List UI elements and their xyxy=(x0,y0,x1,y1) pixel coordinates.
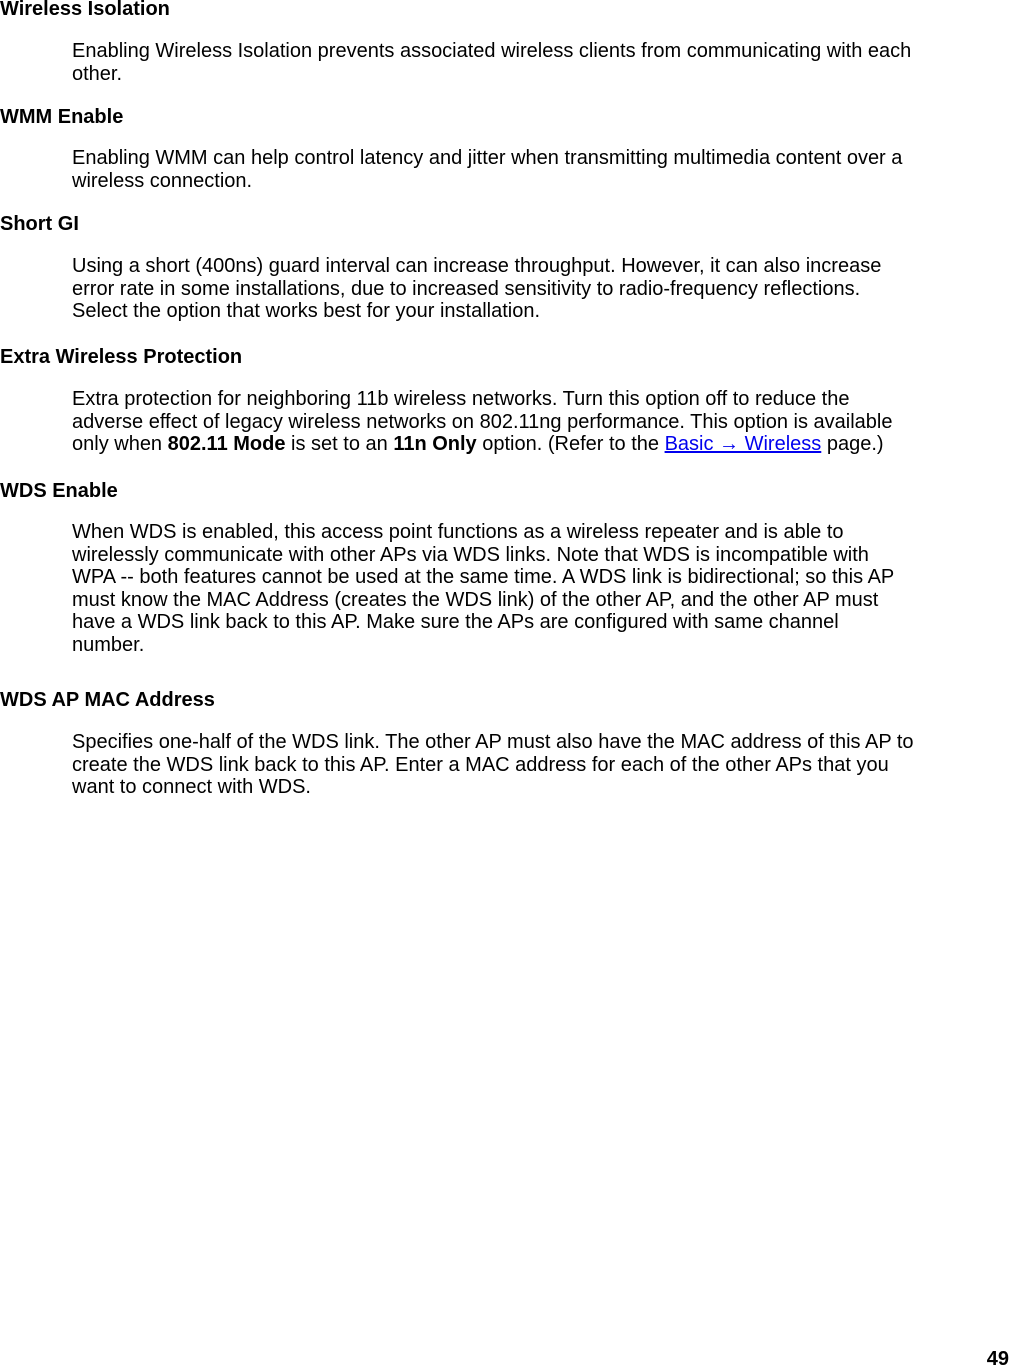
section-title: Extra Wireless Protection xyxy=(0,346,243,368)
description-line: Enabling Wireless Isolation prevents associated wireless clients from communicating with each xyxy=(72,40,912,62)
text-run: only when xyxy=(72,433,168,456)
description-line: other. xyxy=(72,62,123,85)
page-number: 49 xyxy=(986,1348,1009,1370)
basic-wireless-link[interactable]: Basic → Wireless xyxy=(664,433,822,456)
section-description xyxy=(72,388,1002,456)
description-line xyxy=(72,433,1002,456)
description-line: wirelessly communicate with other APs via WDS links. Note that WDS is incompatible with xyxy=(72,543,869,566)
description-line: must know the MAC Address (creates the WDS link) of the other AP, and the other AP must xyxy=(72,588,879,611)
section-description xyxy=(72,521,1002,657)
section-title: Short GI xyxy=(0,213,79,235)
description-line: Using a short (400ns) guard interval can increase throughput. However, it can also increase xyxy=(72,255,882,277)
section-title: WMM Enable xyxy=(0,106,124,128)
description-line: create the WDS link back to this AP. Enter a MAC address for each of the other APs that you xyxy=(72,753,889,776)
section-description xyxy=(72,147,1010,192)
bold-term-802-11-mode: 802.11 Mode xyxy=(167,433,286,456)
description-line: Enabling WMM can help control latency and jitter when transmitting multimedia content over a xyxy=(72,147,903,169)
description-line: WPA -- both features cannot be used at the same time. A WDS link is bidirectional; so this AP xyxy=(72,566,895,589)
description-line: number. xyxy=(72,633,145,656)
description-line: want to connect with WDS. xyxy=(72,776,311,799)
description-line: wireless connection. xyxy=(72,169,253,192)
description-line: error rate in some installations, due to increased sensitivity to radio-frequency reflections. xyxy=(72,277,861,300)
section-title: WDS Enable xyxy=(0,480,118,502)
description-line: When WDS is enabled, this access point functions as a wireless repeater and is able to xyxy=(72,521,844,543)
text-run: option. (Refer to the xyxy=(476,433,665,456)
description-line: Select the option that works best for your installation. xyxy=(72,300,541,323)
description-line: Extra protection for neighboring 11b wireless networks. Turn this option off to reduce the xyxy=(72,388,850,410)
section-title: Wireless Isolation xyxy=(0,0,170,20)
section-description xyxy=(72,255,992,323)
description-line: adverse effect of legacy wireless networks on 802.11ng performance. This option is available xyxy=(72,410,893,433)
section-description xyxy=(72,40,1010,85)
text-run: is set to an xyxy=(285,433,394,456)
description-line: Specifies one-half of the WDS link. The other AP must also have the MAC address of this AP to xyxy=(72,731,914,753)
section-title: WDS AP MAC Address xyxy=(0,689,215,711)
description-line: have a WDS link back to this AP. Make sure the APs are configured with same channel xyxy=(72,611,839,634)
bold-term-11n-only: 11n Only xyxy=(393,433,477,456)
text-run: page.) xyxy=(821,433,884,456)
section-description xyxy=(72,731,1010,799)
